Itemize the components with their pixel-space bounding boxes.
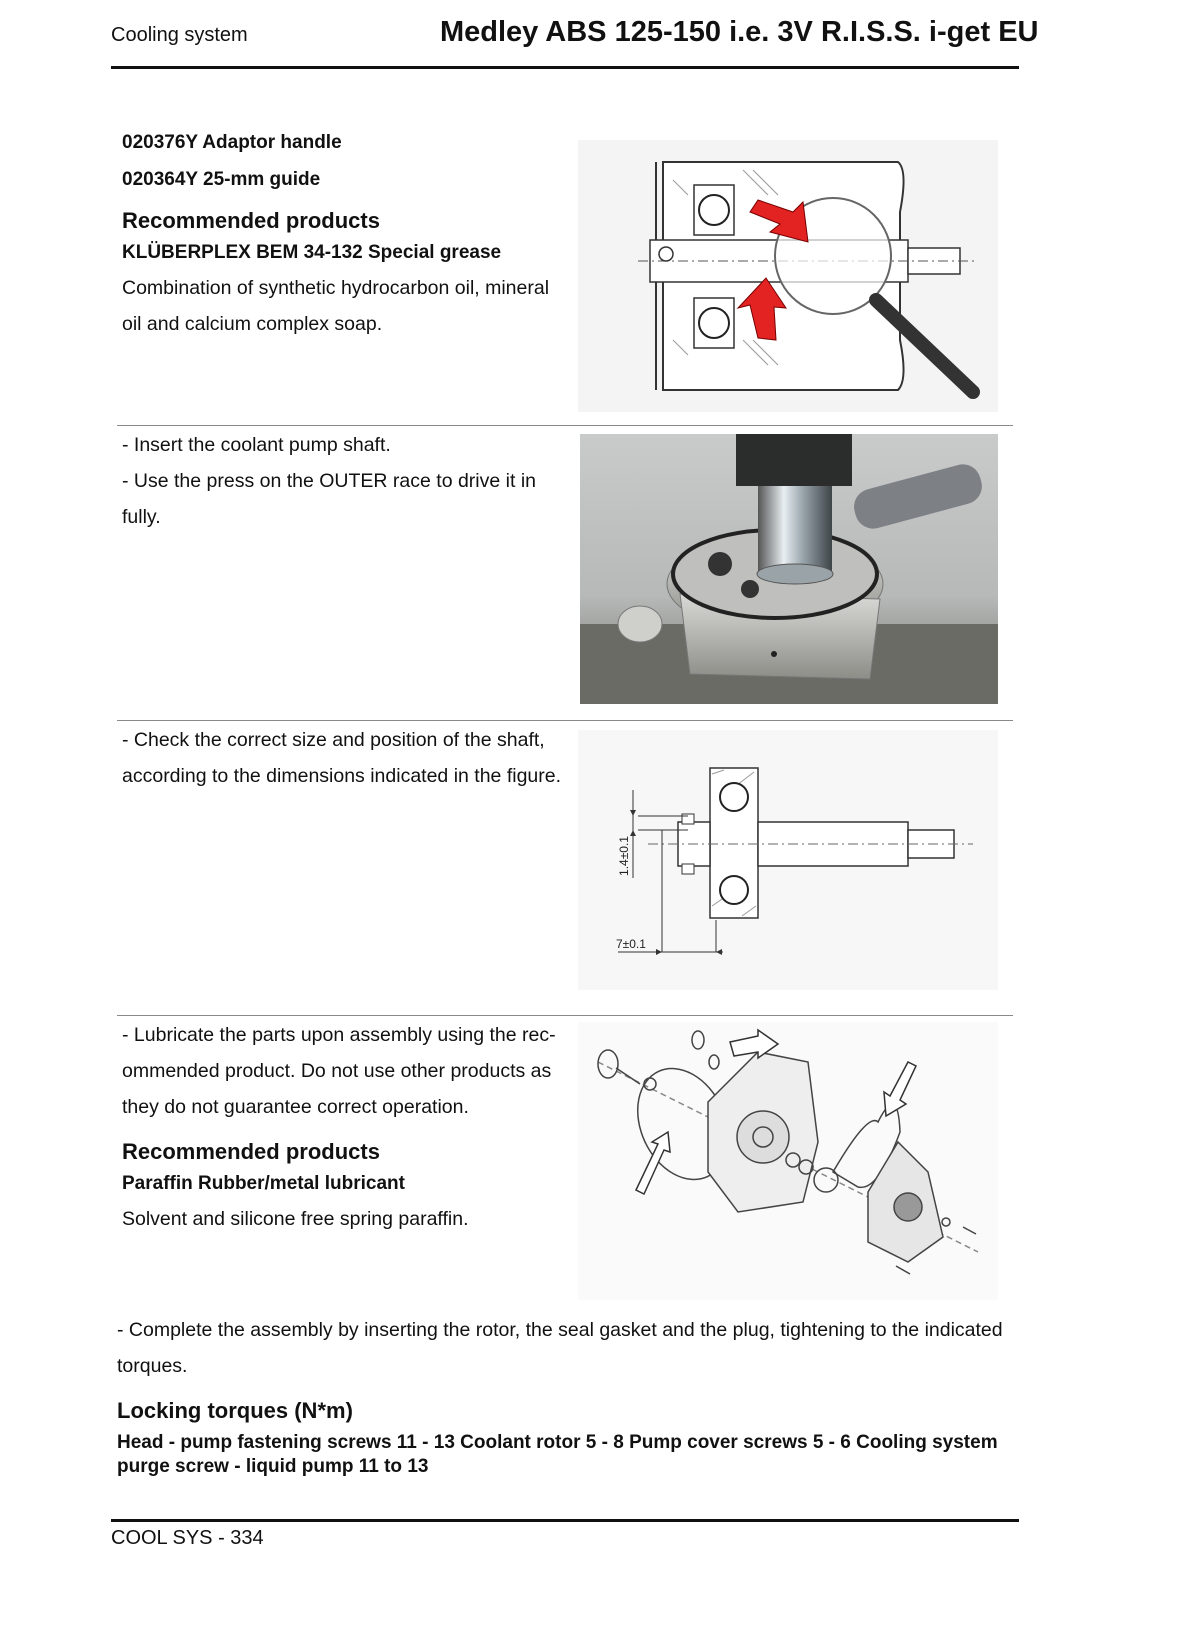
section-title: Cooling system: [111, 24, 248, 46]
separator-3: [117, 1015, 1013, 1016]
lubricant-description: Solvent and silicone free spring paraffin.: [122, 1208, 469, 1230]
manual-title: Medley ABS 125-150 i.e. 3V R.I.S.S. i-get EU: [440, 16, 1039, 48]
tool-guide: 020364Y 25-mm guide: [122, 169, 321, 190]
torques-line2: purge screw - liquid pump 11 to 13: [117, 1456, 429, 1477]
locking-torques-heading: Locking torques (N*m): [117, 1398, 353, 1423]
page-number: COOL SYS - 334: [111, 1527, 264, 1549]
check-shaft-step-line2: according to the dimensions indicated in the figure.: [122, 765, 562, 787]
footer-rule: [111, 1519, 1019, 1522]
lubricant-name: Paraffin Rubber/metal lubricant: [122, 1173, 405, 1194]
press-step-line2: fully.: [122, 506, 161, 528]
dimension-horizontal: 7±0.1: [616, 937, 646, 951]
lubricate-step-line2: ommended product. Do not use other products as: [122, 1060, 552, 1082]
separator-1: [117, 425, 1013, 426]
recommended-products-heading: Recommended products: [122, 208, 380, 233]
header-rule: [111, 66, 1019, 69]
insert-shaft-step: - Insert the coolant pump shaft.: [122, 434, 391, 456]
separator-2: [117, 720, 1013, 721]
dimension-vertical: 1.4±0.1: [617, 836, 631, 876]
lubricate-step-line3: they do not guarantee correct operation.: [122, 1096, 469, 1118]
complete-assembly-step-line1: - Complete the assembly by inserting the rotor, the seal gasket and the plug, tightening to the indicated: [117, 1319, 1003, 1341]
product-name: KLÜBERPLEX BEM 34-132 Special grease: [122, 242, 502, 263]
press-step-line1: - Use the press on the OUTER race to drive it in: [122, 470, 536, 492]
figure-shaft-dimensions: [578, 730, 998, 990]
photo-press-shaft: [580, 434, 998, 704]
product-description-line2: oil and calcium complex soap.: [122, 313, 383, 335]
recommended-products-heading-2: Recommended products: [122, 1139, 380, 1164]
tool-adaptor-handle: 020376Y Adaptor handle: [122, 132, 342, 153]
lubricate-step-line1: - Lubricate the parts upon assembly using the rec-: [122, 1024, 556, 1046]
figure-exploded-view: [578, 1022, 998, 1300]
check-shaft-step-line1: - Check the correct size and position of the shaft,: [122, 729, 545, 751]
complete-assembly-step-line2: torques.: [117, 1355, 188, 1377]
product-description-line1: Combination of synthetic hydrocarbon oil, mineral: [122, 277, 550, 299]
torques-line1: Head - pump fastening screws 11 - 13 Coolant rotor 5 - 8 Pump cover screws 5 - 6 Cooling system: [117, 1432, 998, 1453]
figure-bearing-section: [578, 140, 998, 412]
